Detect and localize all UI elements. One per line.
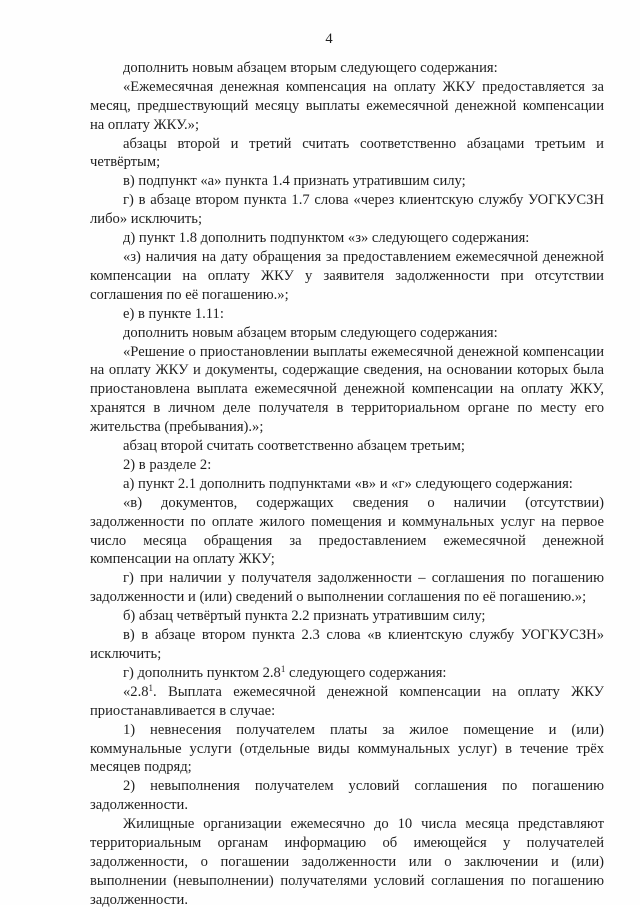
paragraph: г) при наличии у получателя задолженности – соглашения по погашению задолженности и (или) сведений о выполнении соглашения по её погашению.»;: [90, 570, 604, 606]
paragraph: д) пункт 1.8 дополнить подпунктом «з» следующего содержания:: [123, 230, 530, 247]
paragraph: Жилищные организации ежемесячно до 10 числа месяца представляют территориальным органам информацию об имеющейся у получателей задолженности, о погашении задолженности или о заключении и (или) выполнении (невыполнении) получателями условий соглашения по погашению задолженности.: [90, 816, 604, 908]
paragraph-text: г) дополнить пунктом 2.8: [123, 664, 281, 681]
paragraph-text: «2.8: [123, 683, 149, 700]
paragraph: в) подпункт «а» пункта 1.4 признать утратившим силу;: [123, 173, 466, 190]
paragraph: 1) невнесения получателем платы за жилое помещение и (или) коммунальные услуги (отдельные виды коммунальных услуг) в течение трёх месяцев подряд;: [90, 721, 604, 776]
paragraph: [90, 664, 604, 683]
paragraph: «Решение о приостановлении выплаты ежемесячной денежной компенсации на оплату ЖКУ и документы, содержащие сведения, на основании которых была приостановлена выплата ежемесячной денежной компенсации на оплату ЖКУ, хранятся в личном деле получателя в территориальном органе по месту его жительства (пребывания).»;: [90, 343, 604, 436]
paragraph-text: следующего содержания:: [285, 664, 447, 681]
paragraph: абзац второй считать соответственно абзацем третьим;: [123, 438, 465, 455]
paragraph: дополнить новым абзацем вторым следующего содержания:: [123, 324, 498, 341]
paragraph: 2) невыполнения получателем условий соглашения по погашению задолженности.: [90, 778, 604, 814]
paragraph: [90, 683, 604, 721]
paragraph: а) пункт 2.1 дополнить подпунктами «в» и «г» следующего содержания:: [123, 475, 573, 492]
paragraph: дополнить новым абзацем вторым следующего содержания:: [123, 59, 498, 76]
page-number: 4: [325, 31, 333, 47]
paragraph: «в) документов, содержащих сведения о наличии (отсутствии) задолженности по оплате жилого помещения и коммунальных услуг на первое число месяца обращения за предоставлением ежемесячной денежной компенсации на оплату ЖКУ;: [90, 494, 604, 568]
superscript: 1: [148, 682, 154, 693]
paragraph: «Ежемесячная денежная компенсация на оплату ЖКУ предоставляется за месяц, предшествующий месяцу выплаты ежемесячной денежной компенсации на оплату ЖКУ.»;: [90, 78, 604, 133]
paragraph: в) в абзаце втором пункта 2.3 слова «в клиентскую службу УОГКУСЗН» исключить;: [90, 627, 604, 662]
paragraph: «з) наличия на дату обращения за предоставлением ежемесячной денежной компенсации на оплату ЖКУ у заявителя задолженности при отсутствии соглашения по её погашению.»;: [90, 248, 604, 303]
paragraph: г) в абзаце втором пункта 1.7 слова «через клиентскую службу УОГКУСЗН либо» исключить;: [90, 192, 604, 228]
superscript: 1: [280, 663, 286, 674]
paragraph: е) в пункте 1.11:: [123, 305, 224, 322]
paragraph: б) абзац четвёртый пункта 2.2 признать утратившим силу;: [123, 608, 486, 625]
paragraph: 2) в разделе 2:: [123, 456, 212, 473]
paragraph-text: . Выплата ежемесячной денежной компенсации на оплату ЖКУ приостанавливается в случае:: [90, 683, 604, 719]
paragraph: абзацы второй и третий считать соответственно абзацами третьим и четвёртым;: [90, 135, 604, 171]
